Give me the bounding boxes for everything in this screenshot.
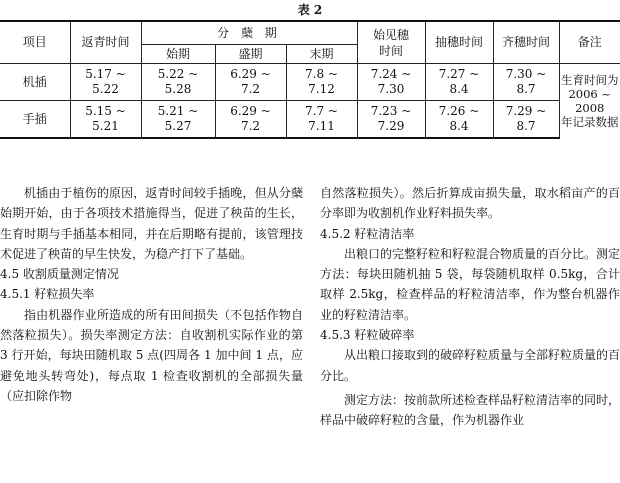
row-label: 手插 (0, 101, 70, 139)
table-cell: 6.29 ~ 7.2 (215, 64, 286, 101)
table-cell: 5.15 ~ 5.21 (70, 101, 141, 139)
growth-period-table (0, 20, 620, 139)
table-cell: 7.27 ~ 8.4 (425, 64, 493, 101)
table-cell: 7.26 ~ 8.4 (425, 101, 493, 139)
paragraph: 出粮口的完整籽粒和籽粒混合物质量的百分比。测定方法：每块田随机抽 5 袋，每袋随机取样 0.5kg，合计取样 2.5kg，检查样品的籽粒清洁率，作为整台机器作业的籽粒清洁率。 (320, 246, 620, 322)
table-row (0, 101, 620, 139)
table-cell: 5.22 ~ 5.28 (141, 64, 215, 101)
table-row (0, 64, 620, 101)
subsection-heading: 4.5.1 籽粒损失率 (0, 287, 95, 302)
paragraph: 自然落粒损失）。然后折算成亩损失量，取水稻亩产的百分率即为收割机作业籽料损失率。 (320, 186, 620, 221)
table-cell: 7.29 ~ 8.7 (493, 101, 559, 139)
right-column (320, 183, 620, 431)
header-note: 备注 (559, 21, 620, 64)
header-greening: 返青时间 (70, 21, 141, 64)
table-cell: 7.30 ~ 8.7 (493, 64, 559, 101)
header-full-heading: 齐穗时间 (493, 21, 559, 64)
paragraph: 机插由于植伤的原因，返青时间较手插晚，但从分蘖始期开始，由于各项技术措施得当，促进了秧苗的生长，生育时期与手插基本相同，并在后期略有提前，该管理技术促进了秧苗的早生快发，为稳产打下了基础。 (0, 186, 303, 261)
header-heading-start: 始见穗 时间 (357, 21, 425, 64)
table-cell: 7.8 ~ 7.12 (286, 64, 357, 101)
table-cell: 7.7 ~ 7.11 (286, 101, 357, 139)
table-cell: 7.24 ~ 7.30 (357, 64, 425, 101)
header-tillering-start: 始期 (141, 45, 215, 64)
header-tillering-peak: 盛期 (215, 45, 286, 64)
table-cell: 7.23 ~ 7.29 (357, 101, 425, 139)
row-label: 机插 (0, 64, 70, 101)
table-cell: 5.17 ~ 5.22 (70, 64, 141, 101)
paragraph: 测定方法：按前款所述检查样品籽粒清洁率的同时，样品中破碎籽粒的含量，作为机器作业 (320, 392, 620, 428)
table-cell: 6.29 ~ 7.2 (215, 101, 286, 139)
table-cell: 5.21 ~ 5.27 (141, 101, 215, 139)
header-tillering-end: 末期 (286, 45, 357, 64)
paragraph: 指由机器作业所造成的所有田间损失（不包括作物自然落粒损失）。损失率测定方法：自收割机实际作业的第 3 行开始，每块田随机取 5 点(四周各 1 加中间 1 点，应避免地头转弯处)，每点取 1 检查收割机的全部损失量（应扣除作物 (0, 307, 303, 403)
header-tillering: 分 蘖 期 (141, 21, 357, 45)
header-heading: 抽穗时间 (425, 21, 493, 64)
section-heading: 4.5 收割质量测定情况 (0, 267, 119, 282)
header-item: 项目 (0, 21, 70, 64)
note-cell: 生育时间为 2006 ~ 2008 年记录数据 (559, 64, 620, 139)
left-column (0, 183, 303, 406)
subsection-heading: 4.5.2 籽粒清洁率 (320, 226, 415, 241)
subsection-heading: 4.5.3 籽粒破碎率 (320, 328, 415, 343)
paragraph: 从出粮口接取到的破碎籽粒质量与全部籽粒质量的百分比。 (320, 348, 620, 383)
table-title: 表 2 (297, 3, 323, 17)
